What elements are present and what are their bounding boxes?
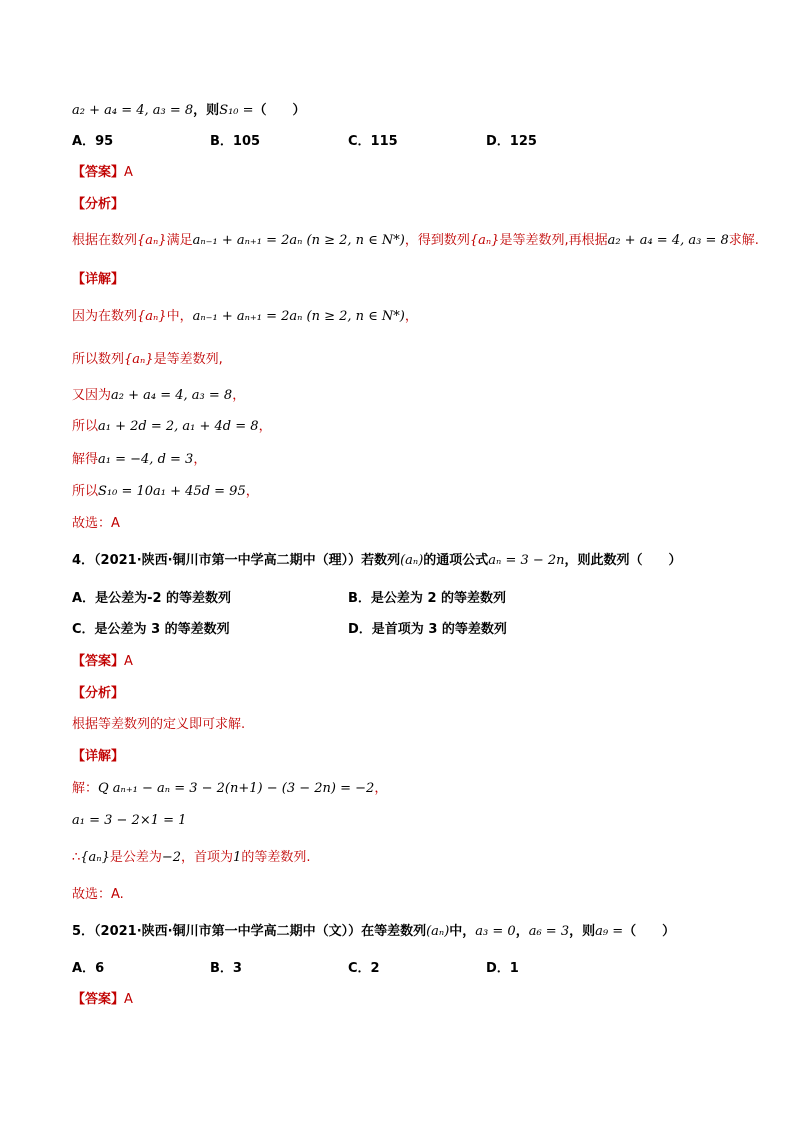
q3-option-c: C．115 (348, 134, 398, 149)
q4-stem: 4．（2021·陕西·铜川市第一中学高二期中（理））若数列(aₙ)的通项公式aₙ = 3 − 2n，则此数列（ ） (72, 553, 682, 568)
q3-analysis-text: 根据在数列{aₙ}满足aₙ₋₁ + aₙ₊₁ = 2aₙ (n ≥ 2, n ∈ N*)，得到数列{aₙ}是等差数列,再根据a₂ + a₄ = 4, a₃ = 8求解. (72, 233, 759, 248)
q4-answer: 【答案】A (72, 654, 133, 669)
q4-option-d: D．是首项为 3 的等差数列 (348, 622, 507, 637)
q3-detail-line-1: 因为在数列{aₙ}中，aₙ₋₁ + aₙ₊₁ = 2aₙ (n ≥ 2, n ∈ N*)， (72, 309, 418, 324)
q4-option-c: C．是公差为 3 的等差数列 (72, 622, 230, 637)
q3-option-a: A．95 (72, 134, 114, 149)
q5-option-d: D．1 (486, 961, 519, 976)
q3-detail-tag: 【详解】 (72, 272, 125, 287)
q3-detail-line-2: 所以数列{aₙ}是等差数列, (72, 352, 223, 367)
q3-detail-line-4: 所以a₁ + 2d = 2, a₁ + 4d = 8， (72, 419, 272, 434)
q3-detail-line-3: 又因为a₂ + a₄ = 4, a₃ = 8， (72, 388, 246, 403)
q5-answer: 【答案】A (72, 992, 133, 1007)
q3-stem-math2: S₁₀ = (219, 103, 254, 118)
q4-analysis-text: 根据等差数列的定义即可求解. (72, 717, 246, 732)
q5-stem: 5．（2021·陕西·铜川市第一中学高二期中（文））在等差数列(aₙ)中，a₃ = 0，a₆ = 3，则a₉ =（ ） (72, 924, 676, 939)
q3-stem-text: ，则 (193, 103, 220, 118)
q4-detail-line-1: 解：Q aₙ₊₁ − aₙ = 3 − 2(n+1) − (3 − 2n) = −2， (72, 781, 388, 796)
q3-option-d: D．125 (486, 134, 537, 149)
q3-option-b: B．105 (210, 134, 261, 149)
q3-answer (72, 164, 133, 182)
q4-detail-line-3: ∴{aₙ}是公差为−2，首项为1的等差数列. (72, 850, 311, 865)
q3-choice: 故选：A (72, 516, 120, 531)
q3-stem-paren: （ ） (253, 103, 306, 118)
q4-choice: 故选：A. (72, 887, 124, 902)
q4-analysis-tag: 【分析】 (72, 686, 125, 701)
q4-detail-line-2: a₁ = 3 − 2×1 = 1 (72, 813, 187, 828)
q4-option-a: A．是公差为-2 的等差数列 (72, 591, 232, 606)
answer-value: A (124, 165, 133, 180)
q3-detail-line-5: 解得a₁ = −4, d = 3， (72, 452, 207, 467)
q4-option-b: B．是公差为 2 的等差数列 (348, 591, 507, 606)
q3-detail-line-6: 所以S₁₀ = 10a₁ + 45d = 95， (72, 484, 259, 499)
q5-option-c: C．2 (348, 961, 380, 976)
q5-option-a: A．6 (72, 961, 105, 976)
q3-stem (72, 102, 306, 120)
q4-detail-tag: 【详解】 (72, 749, 125, 764)
q3-stem-math: a₂ + a₄ = 4, a₃ = 8 (72, 103, 194, 118)
q5-option-b: B．3 (210, 961, 242, 976)
q3-analysis-tag: 【分析】 (72, 197, 125, 212)
answer-tag: 【答案】 (72, 165, 125, 180)
